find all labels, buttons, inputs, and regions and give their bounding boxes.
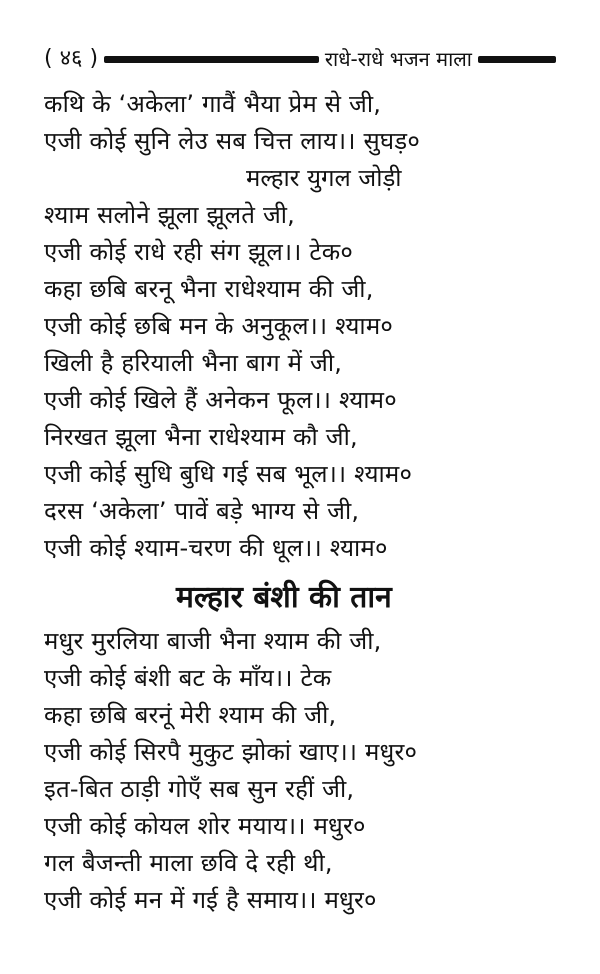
verse-line: श्याम सलोने झूला झूलते जी,: [44, 201, 296, 229]
page-body: [44, 86, 564, 919]
page-header: [44, 42, 556, 76]
verse-line: एजी कोई खिले हैं अनेकन फूल।। श्याम०: [44, 386, 397, 414]
verse-line: एजी कोई कोयल शोर मयाय।। मधुर०: [44, 812, 366, 840]
verse-line: निरखत झूला भैना राधेश्याम कौ जी,: [44, 423, 358, 451]
verse-line: कथि के ‘अकेला’ गावैं भैया प्रेम से जी,: [44, 90, 382, 118]
verse-line: एजी कोई छबि मन के अनुकूल।। श्याम०: [44, 312, 394, 340]
verse-line: दरस ‘अकेला’ पावें बड़े भाग्य से जी,: [44, 497, 360, 525]
verse-line: एजी कोई सुनि लेउ सब चित्त लाय।। सुघड़०: [44, 127, 421, 155]
verse-line: एजी कोई बंशी बट के माँय।। टेक: [44, 664, 332, 692]
section-heading-banshi-ki-taan: मल्हार बंशी की तान: [176, 580, 392, 615]
verse-line: कहा छबि बरनू भैना राधेश्याम की जी,: [44, 275, 374, 303]
header-rule-left: [104, 56, 319, 63]
running-title: राधे-राधे भजन माला: [324, 47, 472, 71]
verse-line: एजी कोई मन में गई है समाय।। मधुर०: [44, 886, 377, 914]
section-heading-yugal-jodi: मल्हार युगल जोड़ी: [246, 164, 402, 192]
verse-line: खिली है हरियाली भैना बाग में जी,: [44, 349, 343, 377]
verse-line: एजी कोई श्याम-चरण की धूल।। श्याम०: [44, 534, 388, 562]
verse-line: मधुर मुरलिया बाजी भैना श्याम की जी,: [44, 627, 382, 655]
verse-line: एजी कोई राधे रही संग झूल।। टेक०: [44, 238, 354, 266]
verse-line: इत-बित ठाड़ी गोएँ सब सुन रहीं जी,: [44, 775, 355, 803]
header-rule-right: [478, 56, 556, 63]
verse-line: एजी कोई सुधि बुधि गई सब भूल।। श्याम०: [44, 460, 413, 488]
verse-line: एजी कोई सिरपै मुकुट झोकां खाए।। मधुर०: [44, 738, 418, 766]
verse-line: गल बैजन्ती माला छवि दे रही थी,: [44, 849, 333, 877]
page-number: ( ४६ ): [44, 46, 99, 71]
verse-line: कहा छबि बरनूं मेरी श्याम की जी,: [44, 701, 337, 729]
